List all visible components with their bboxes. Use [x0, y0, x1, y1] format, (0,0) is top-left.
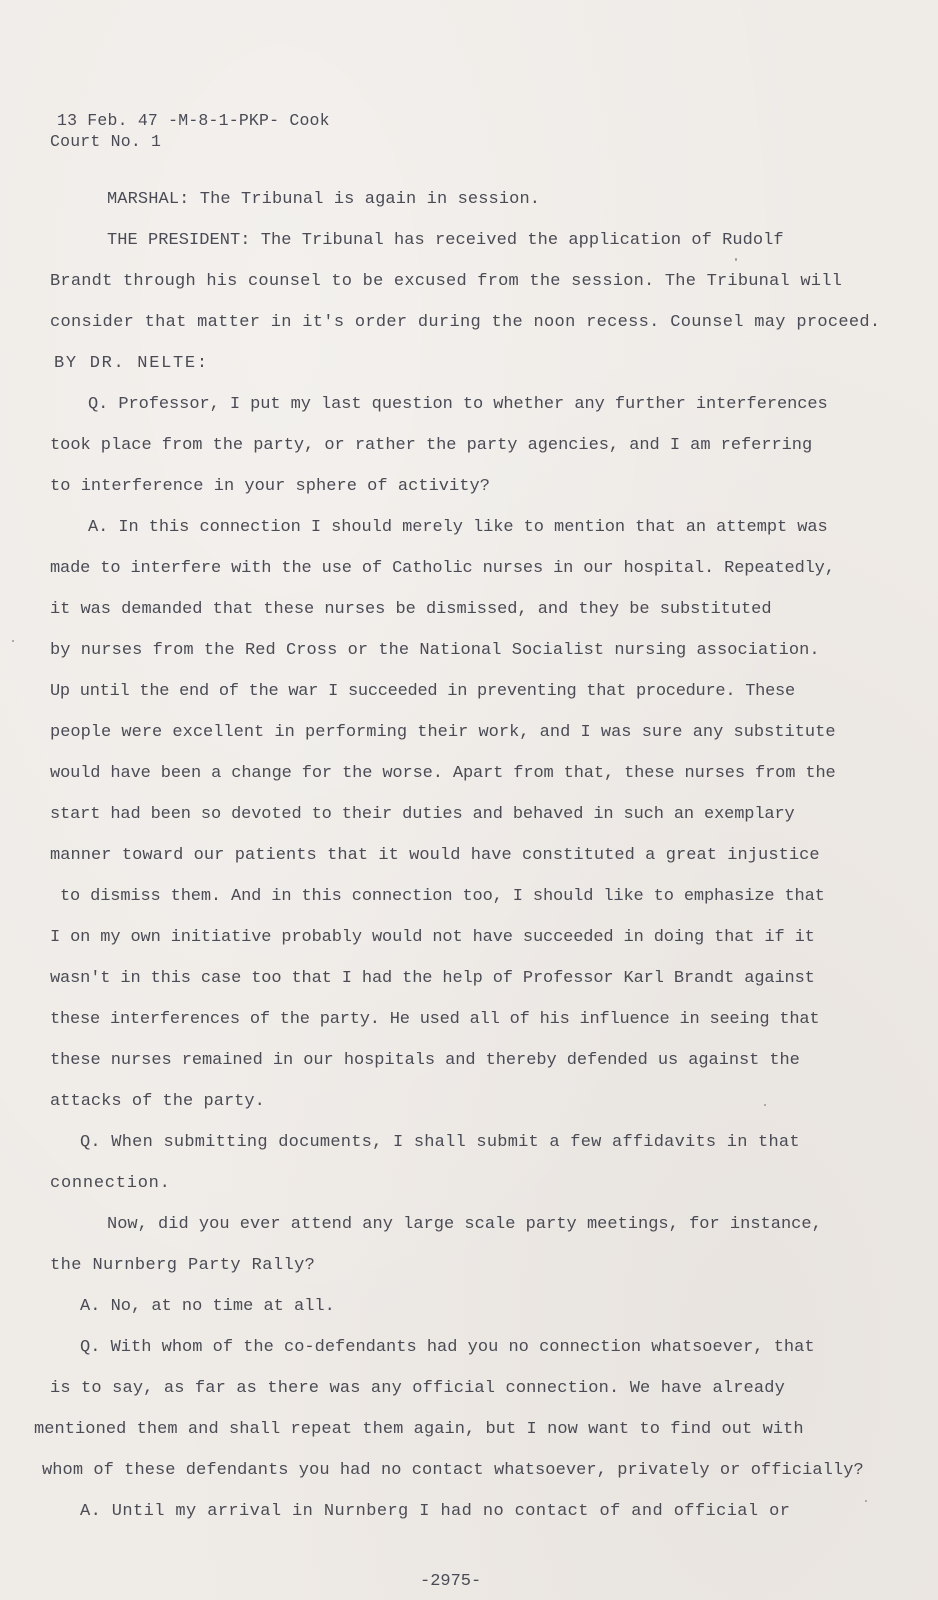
body-line-23: attacks of the party. [50, 1092, 265, 1111]
body-line-18: to dismiss them. And in this connection too, I should like to emphasize that [60, 887, 825, 906]
body-line-12: by nurses from the Red Cross or the National Socialist nursing association. [50, 641, 820, 660]
body-line-27: the Nurnberg Party Rally? [50, 1256, 316, 1275]
body-line-17: manner toward our patients that it would have constituted a great injustice [50, 846, 820, 865]
body-line-13: Up until the end of the war I succeeded in preventing that procedure. These [50, 682, 795, 701]
body-line-1: MARSHAL: The Tribunal is again in session. [107, 190, 541, 209]
body-line-19: I on my own initiative probably would not have succeeded in doing that if it [50, 928, 815, 947]
body-line-25: connection. [50, 1174, 171, 1193]
paper-speck [735, 258, 737, 261]
body-line-4: consider that matter in it's order during the noon recess. Counsel may proceed. [50, 313, 881, 332]
paper-speck [764, 1104, 766, 1106]
body-line-26: Now, did you ever attend any large scale party meetings, for instance, [107, 1215, 822, 1234]
body-line-33: A. Until my arrival in Nurnberg I had no contact of and official or [80, 1502, 791, 1521]
body-line-11: it was demanded that these nurses be dismissed, and they be substituted [50, 600, 772, 619]
body-line-30: is to say, as far as there was any official connection. We have already [50, 1379, 785, 1398]
body-line-32: whom of these defendants you had no contact whatsoever, privately or officially? [42, 1461, 864, 1480]
body-line-22: these nurses remained in our hospitals and thereby defended us against the [50, 1051, 800, 1070]
body-line-24: Q. When submitting documents, I shall submit a few affidavits in that [80, 1133, 800, 1152]
body-line-8: to interference in your sphere of activity? [50, 477, 490, 496]
body-line-2: THE PRESIDENT: The Tribunal has received the application of Rudolf [107, 231, 784, 250]
body-line-14: people were excellent in performing their work, and I was sure any substitute [50, 723, 836, 742]
body-line-7: took place from the party, or rather the party agencies, and I am referring [50, 436, 813, 455]
paper-speck [12, 640, 14, 642]
body-line-21: these interferences of the party. He used all of his influence in seeing that [50, 1010, 820, 1029]
body-line-15: would have been a change for the worse. Apart from that, these nurses from the [50, 764, 836, 783]
body-line-5: BY DR. NELTE: [54, 354, 209, 373]
paper-speck [865, 1500, 867, 1502]
body-line-3: Brandt through his counsel to be excused from the session. The Tribunal will [50, 272, 843, 291]
body-line-29: Q. With whom of the co-defendants had you no connection whatsoever, that [80, 1338, 815, 1357]
body-line-16: start had been so devoted to their duties and behaved in such an exemplary [50, 805, 795, 824]
body-line-9: A. In this connection I should merely like to mention that an attempt was [88, 518, 828, 537]
body-line-20: wasn't in this case too that I had the help of Professor Karl Brandt against [50, 969, 815, 988]
body-line-31: mentioned them and shall repeat them again, but I now want to find out with [34, 1420, 804, 1439]
page-number: -2975- [420, 1572, 482, 1591]
body-line-6: Q. Professor, I put my last question to whether any further interferences [88, 395, 828, 414]
header-line-2: Court No. 1 [50, 132, 162, 151]
header-line-1: 13 Feb. 47 -M-8-1-PKP- Cook [57, 111, 330, 130]
body-line-10: made to interfere with the use of Catholic nurses in our hospital. Repeatedly, [50, 559, 835, 578]
body-line-28: A. No, at no time at all. [80, 1297, 335, 1316]
